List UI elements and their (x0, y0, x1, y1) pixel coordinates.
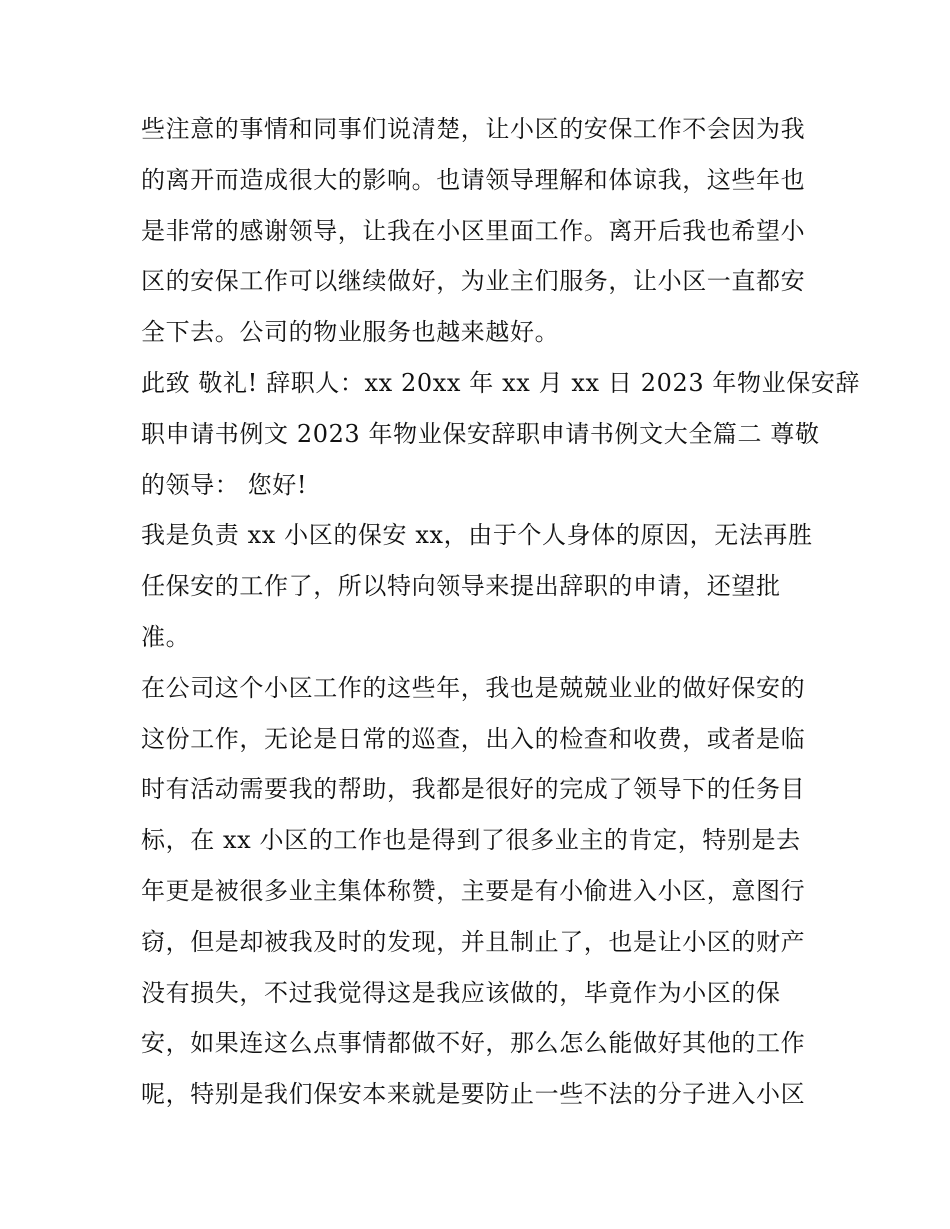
text-line: 这份工作，无论是日常的巡查，出入的检查和收费，或者是临 (141, 724, 806, 753)
text-line: 任保安的工作了，所以特向领导来提出辞职的申请，还望批 (141, 572, 781, 601)
text-line: 全下去。公司的物业服务也越来越好。 (141, 318, 560, 347)
body-text (141, 104, 861, 1120)
text-line: 没有损失，不过我觉得这是我应该做的，毕竟作为小区的保 (141, 978, 781, 1007)
text-line: 职申请书例文 2023 年物业保安辞职申请书例文大全篇二 尊敬 (141, 419, 820, 448)
text-line: 年更是被很多业主集体称赞，主要是有小偷进入小区，意图行 (141, 876, 806, 905)
text-line: 些注意的事情和同事们说清楚，让小区的安保工作不会因为我 (141, 115, 806, 143)
text-line: 准。 (141, 622, 191, 651)
text-line: 此致 敬礼! 辞职人：xx 20xx 年 xx 月 xx 日 2023 年物业保安辞 (141, 368, 861, 397)
text-line: 的离开而造成很大的影响。也请领导理解和体谅我，这些年也 (141, 165, 806, 194)
text-line: 我是负责 xx 小区的保安 xx，由于个人身体的原因，无法再胜 (141, 521, 813, 550)
text-line: 时有活动需要我的帮助，我都是很好的完成了领导下的任务目 (141, 775, 806, 804)
text-line: 窃，但是却被我及时的发现，并且制止了，也是让小区的财产 (141, 927, 806, 956)
text-line: 呢，特别是我们保安本来就是要防止一些不法的分子进入小区 (141, 1080, 806, 1109)
text-line: 是非常的感谢领导，让我在小区里面工作。离开后我也希望小 (141, 216, 806, 245)
text-line: 标，在 xx 小区的工作也是得到了很多业主的肯定，特别是去 (141, 826, 801, 855)
text-line: 在公司这个小区工作的这些年，我也是兢兢业业的做好保安的 (141, 673, 806, 702)
text-line: 区的安保工作可以继续做好，为业主们服务，让小区一直都安 (141, 267, 806, 296)
text-line: 的领导： 您好! (141, 470, 308, 499)
text-line: 安，如果连这么点事情都做不好，那么怎么能做好其他的工作 (141, 1029, 806, 1058)
